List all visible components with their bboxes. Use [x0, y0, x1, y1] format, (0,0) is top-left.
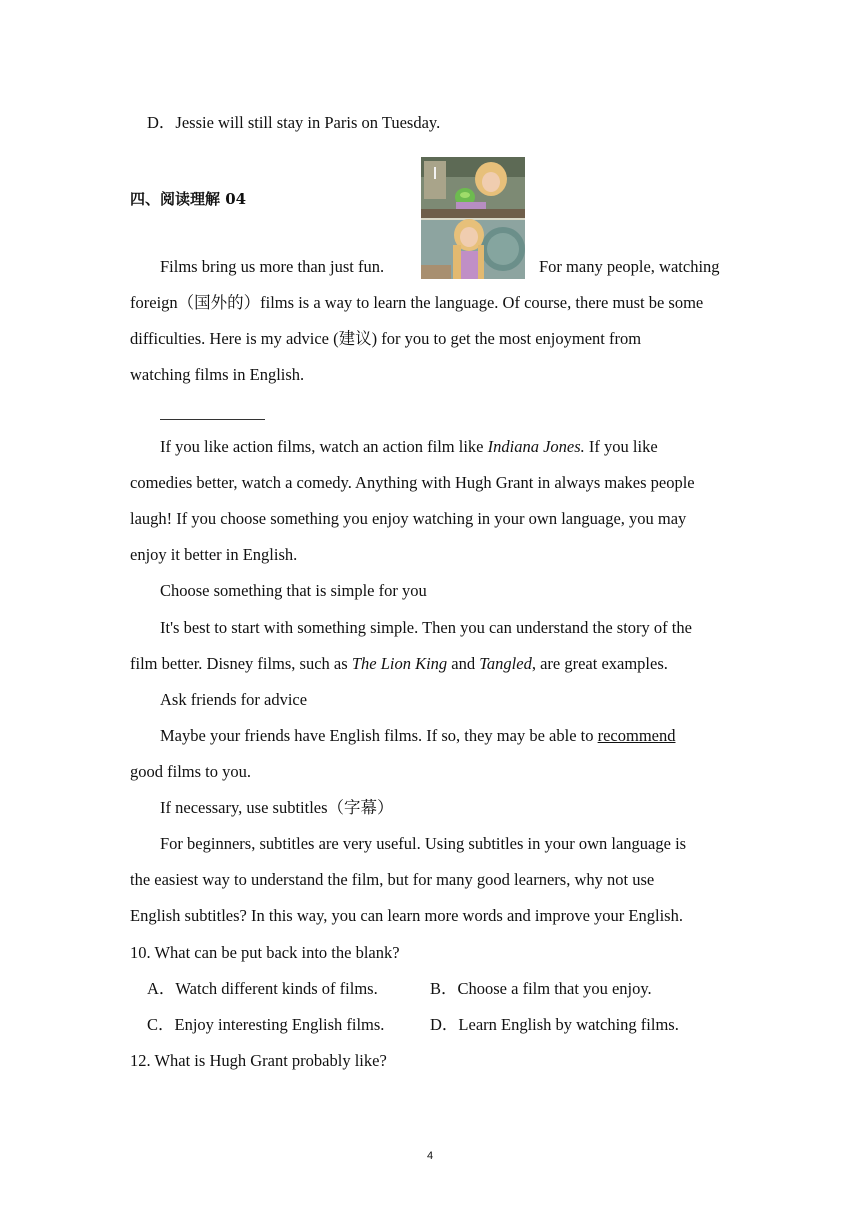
- passage-p4-line1: [160, 726, 676, 746]
- passage-p4-line2: good films to you.: [130, 762, 252, 781]
- passage-p3-line2: [130, 654, 668, 674]
- passage-p2-line4: enjoy it better in English.: [130, 545, 298, 564]
- passage-p2-line1: [160, 437, 658, 457]
- section-heading: 四、阅读理解 04: [130, 190, 247, 208]
- passage-p3-line1: It's best to start with something simple. Then you can understand the story of the: [160, 618, 692, 637]
- passage-p1-line1a: Films bring us more than just fun.: [160, 257, 385, 276]
- passage-text: Maybe your friends have English films. If so, they may be able to: [160, 726, 598, 745]
- answer-blank: [160, 419, 265, 420]
- passage-p1-line1b: For many people, watching: [539, 257, 720, 276]
- film-title-indiana-jones: Indiana Jones.: [487, 437, 585, 456]
- question-10-option-a: A．Watch different kinds of films.: [147, 979, 378, 998]
- subheading-subtitles: If necessary, use subtitles（字幕）: [160, 798, 394, 817]
- question-10-option-d: D．Learn English by watching films.: [430, 1015, 679, 1034]
- underlined-word-recommend: recommend: [597, 726, 676, 745]
- passage-p2-line3: laugh! If you choose something you enjoy watching in your own language, you may: [130, 509, 687, 528]
- question-10-option-c: C．Enjoy interesting English films.: [147, 1015, 385, 1034]
- subheading-friends: Ask friends for advice: [160, 690, 308, 709]
- passage-p1-line4: watching films in English.: [130, 365, 305, 384]
- passage-text: , are great examples.: [531, 654, 668, 673]
- passage-p1-line2: foreign（国外的）films is a way to learn the language. Of course, there must be some: [130, 293, 704, 312]
- passage-text: and: [447, 654, 480, 673]
- passage-text: film better. Disney films, such as: [130, 654, 352, 673]
- film-title-lion-king: The Lion King: [351, 654, 448, 673]
- passage-p5-line1: For beginners, subtitles are very useful. Using subtitles in your own language is: [160, 834, 687, 853]
- passage-p5-line3: English subtitles? In this way, you can learn more words and improve your English.: [130, 906, 683, 925]
- passage-p5-line2: the easiest way to understand the film, but for many good learners, why not use: [130, 870, 655, 889]
- question-12: 12. What is Hugh Grant probably like?: [130, 1051, 387, 1070]
- passage-p2-line2: comedies better, watch a comedy. Anything with Hugh Grant in always makes people: [130, 473, 695, 492]
- tangled-film-stills: [421, 157, 525, 279]
- question-10-option-b: B．Choose a film that you enjoy.: [430, 979, 652, 998]
- question-10: 10. What can be put back into the blank?: [130, 943, 400, 962]
- passage-text: If you like action films, watch an action film like: [160, 437, 488, 456]
- passage-text: If you like: [584, 437, 658, 456]
- film-title-tangled: Tangled: [479, 654, 532, 673]
- passage-p1-line3: difficulties. Here is my advice (建议) for you to get the most enjoyment from: [130, 329, 642, 348]
- previous-question-option-d: D．Jessie will still stay in Paris on Tuesday.: [147, 113, 441, 132]
- page-number: 4: [426, 1150, 434, 1162]
- subheading-simple: Choose something that is simple for you: [160, 581, 427, 600]
